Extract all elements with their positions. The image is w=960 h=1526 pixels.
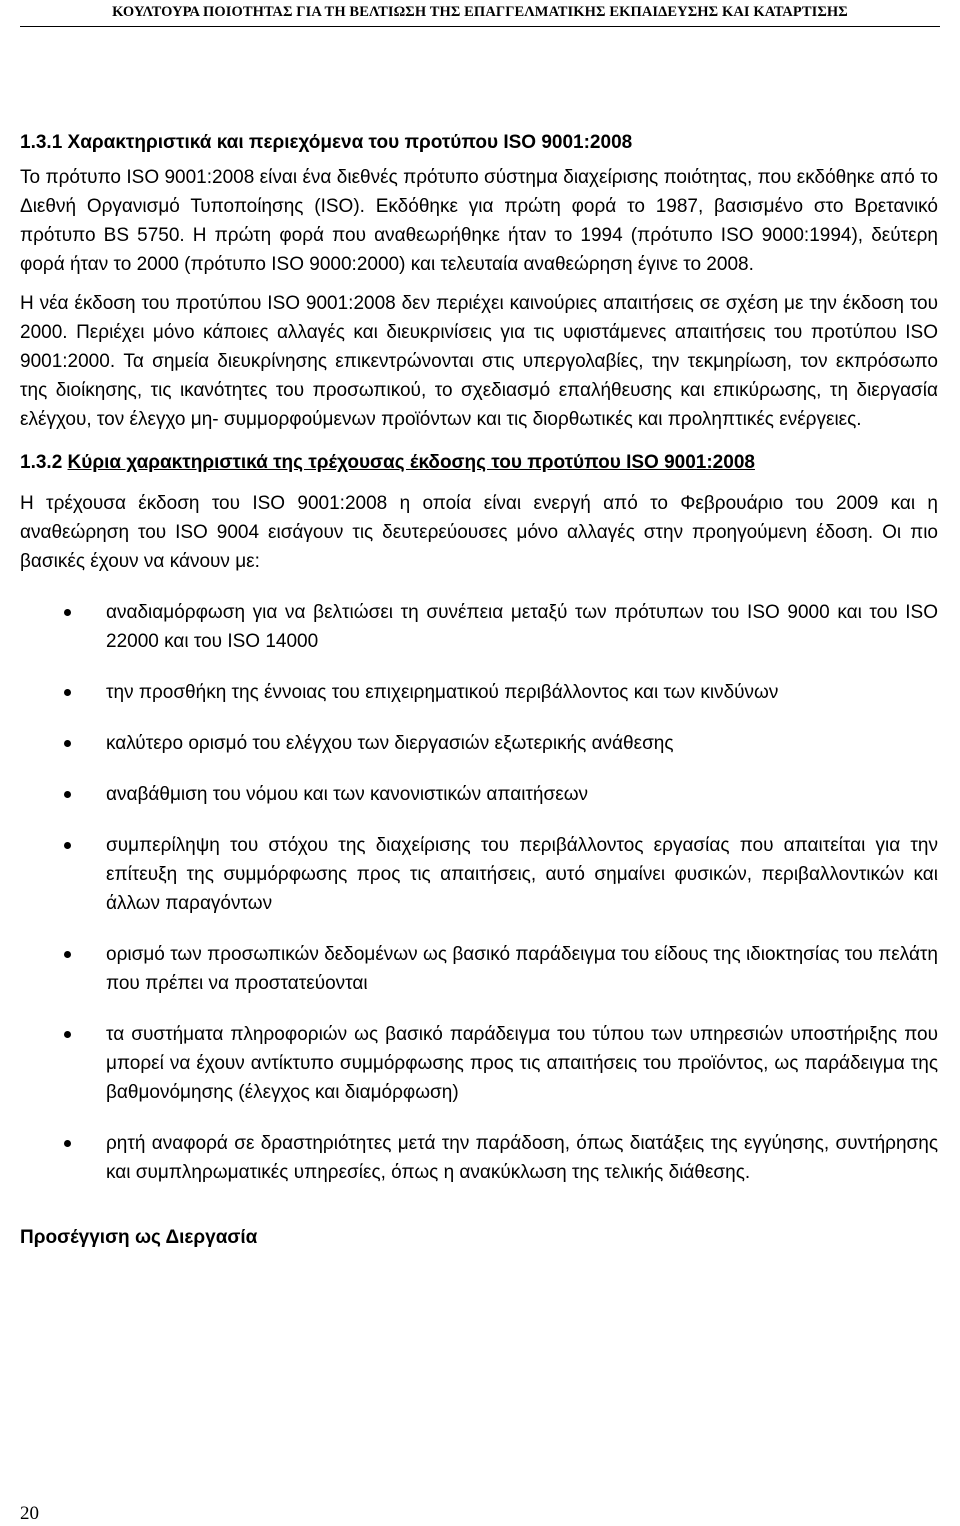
list-item	[20, 729, 938, 758]
bullet-icon	[64, 842, 71, 849]
list-item-text: συμπερίληψη του στόχου της διαχείρισης του περιβάλλοντος εργασίας που απαιτείται για την επίτευξη της συμμόρφωσης προς τις απαιτήσεις, αυτό σημαίνει φυσικών, περιβαλλοντικών και άλλων παραγόντων	[106, 835, 938, 914]
list-item	[20, 780, 938, 809]
page-content	[20, 128, 938, 1252]
list-item-text: ορισμό των προσωπικών δεδομένων ως βασικό παράδειγμα του είδους της ιδιοκτησίας του πελάτη που πρέπει να προστατεύονται	[106, 944, 938, 994]
list-item	[20, 598, 938, 656]
section-title: Κύρια χαρακτηριστικά της τρέχουσας έκδοσης του προτύπου ISO 9001:2008	[67, 452, 755, 473]
bullet-icon	[64, 951, 71, 958]
paragraph-2: Η νέα έκδοση του προτύπου ISO 9001:2008 δεν περιέχει καινούριες απαιτήσεις σε σχέση με την έκδοση του 2000. Περιέχει μόνο κάποιες αλλαγές και διευκρινίσεις για τις υφιστάμενες απαιτήσεις του προτύπου ISO 9001:2000. Τα σημεία διευκρίνησης επικεντρώνονται στις υπεργολαβίες, την τεκμηρίωση, τον εκπρόσωπο της διοίκησης, τις ικανότητες του προσωπικού, το σχεδιασμό επαλήθευσης και επικύρωσης, τη διεργασία ελέγχου, τον έλεγχο μη- συμμορφούμενων προϊόντων και τις διορθωτικές και προληπτικές ενέργειες.	[20, 293, 938, 430]
bullet-icon	[64, 1140, 71, 1147]
list-item	[20, 678, 938, 707]
list-item-text: τα συστήματα πληροφοριών ως βασικό παράδειγμα του τύπου των υπηρεσιών υποστήριξης που μπορεί να έχουν αντίκτυπο συμμόρφωσης προς τις απαιτήσεις του προϊόντος, ως παράδειγμα της βαθμονόμησης (έλεγχος και διαμόρφωση)	[106, 1024, 938, 1103]
list-item-text: την προσθήκη της έννοιας του επιχειρηματικού περιβάλλοντος και των κινδύνων	[106, 682, 779, 703]
bullet-icon	[64, 689, 71, 696]
list-item-text: αναδιαμόρφωση για να βελτιώσει τη συνέπεια μεταξύ των πρότυπων του ISO 9000 και του ISO 22000 και του ISO 14000	[106, 602, 938, 652]
list-item-text: ρητή αναφορά σε δραστηριότητες μετά την παράδοση, όπως διατάξεις της εγγύησης, συντήρησης και συμπληρωματικές υπηρεσίες, όπως η ανακύκλωση της τελικής διάθεσης.	[106, 1133, 938, 1183]
running-header: ΚΟΥΛΤΟΥΡΑ ΠΟΙΟΤΗΤΑΣ ΓΙΑ ΤΗ ΒΕΛΤΙΩΣΗ ΤΗΣ ΕΠΑΓΓΕΛΜΑΤΙΚΗΣ ΕΚΠΑΙΔΕΥΣΗΣ ΚΑΙ ΚΑΤΑΡΤΙΣΗΣ	[20, 0, 940, 27]
list-item	[20, 940, 938, 998]
list-item	[20, 1020, 938, 1107]
section-heading-1-3-1: 1.3.1 Χαρακτηριστικά και περιεχόμενα του προτύπου ISO 9001:2008	[20, 132, 633, 153]
bullet-list	[20, 598, 938, 1187]
list-item	[20, 1129, 938, 1187]
bullet-icon	[64, 1031, 71, 1038]
paragraph-1: Το πρότυπο ISO 9001:2008 είναι ένα διεθνές πρότυπο σύστημα διαχείρισης ποιότητας, που εκδόθηκε από το Διεθνή Οργανισμό Τυποποίησης (ISO). Εκδόθηκε για πρώτη φορά το 1987, βασισμένο στο Βρετανικό πρότυπο BS 5750. Η πρώτη φορά που αναθεωρήθηκε ήταν το 1994 (πρότυπο ISO 9000:1994), δεύτερη φορά ήταν το 2000 (πρότυπο ISO 9000:2000) και τελευταία αναθεώρηση έγινε το 2008.	[20, 167, 938, 275]
bullet-icon	[64, 740, 71, 747]
list-item-text: καλύτερο ορισμό του ελέγχου των διεργασιών εξωτερικής ανάθεσης	[106, 733, 674, 754]
intro-paragraph: Η τρέχουσα έκδοση του ISO 9001:2008 η οποία είναι ενεργή από το Φεβρουάριο του 2009 και η αναθεώρηση του ISO 9004 εισάγουν τις δευτερεύουσες μόνο αλλαγές στην προηγούμενη έδοση. Οι πιο βασικές έχουν να κάνουν με:	[20, 493, 938, 572]
list-item-text: αναβάθμιση του νόμου και των κανονιστικών απαιτήσεων	[106, 784, 589, 805]
page-number: 20	[20, 1503, 39, 1524]
subheading-process-approach: Προσέγγιση ως Διεργασία	[20, 1227, 258, 1248]
bullet-icon	[64, 609, 71, 616]
list-item	[20, 831, 938, 918]
section-number: 1.3.2	[20, 452, 63, 473]
bullet-icon	[64, 791, 71, 798]
section-heading-1-3-2	[20, 448, 938, 477]
